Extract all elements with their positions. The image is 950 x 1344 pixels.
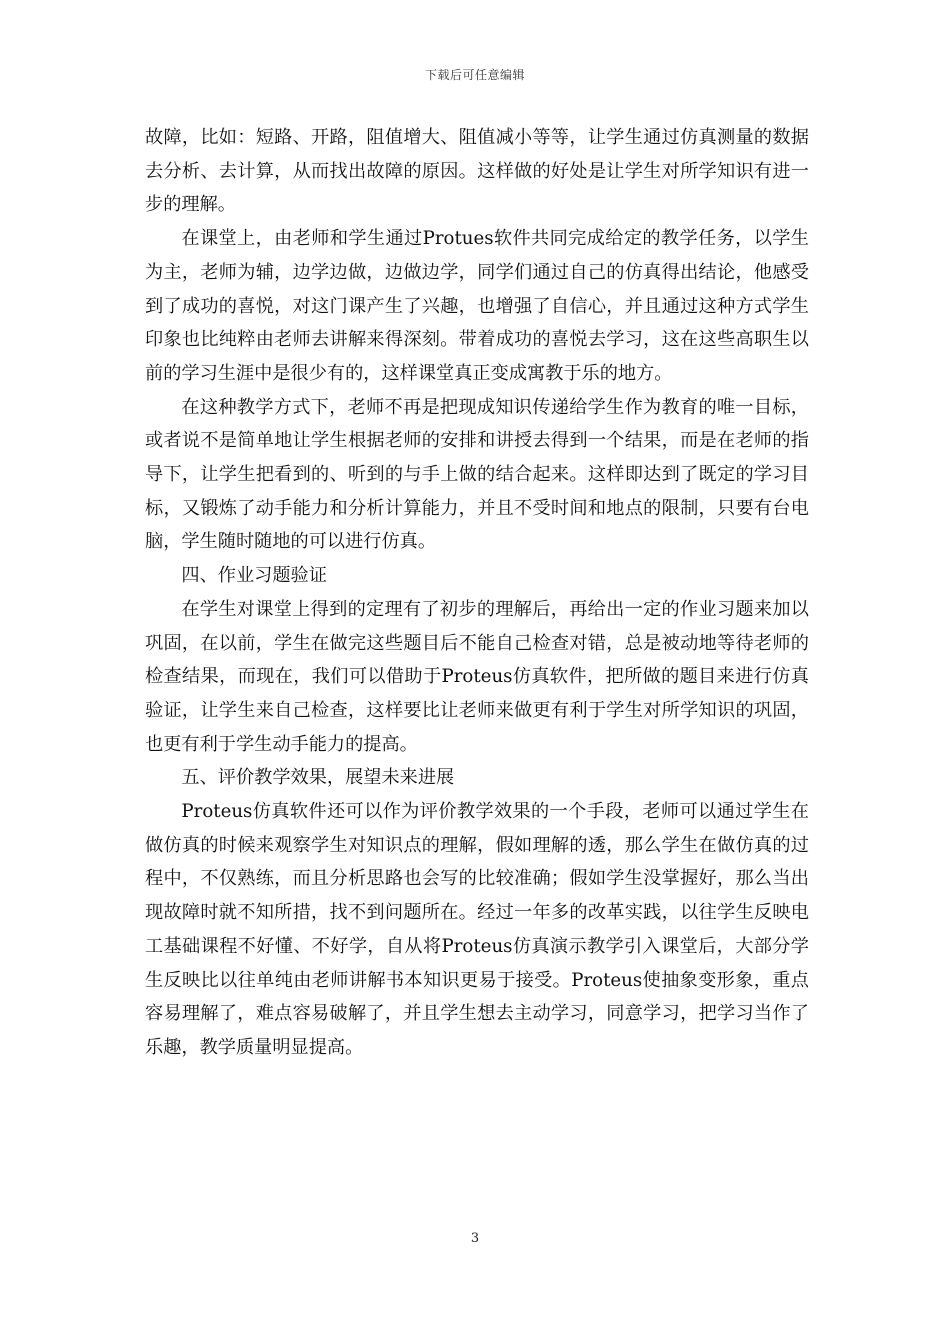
section-heading: 五、评价教学效果，展望未来进展	[181, 767, 455, 789]
paragraph: Proteus仿真软件还可以作为评价教学效果的一个手段，老师可以通过学生在做仿真的时候来观察学生对知识点的理解，假如理解的透，那么学生在做仿真的过程中，不仅熟练，而且分析思路也会写的比较准确；假如学生没掌握好，那么当出现故障时就不知所措，找不到问题所在。经过一年多的改革实践，以往学生反映电工基础课程不好懂、不好学，自从将Proteus仿真演示教学引入课堂后，大部分学生反映比以往单纯由老师讲解书本知识更易于接受。Proteus使抽象变形象，重点容易理解了，难点容易破解了，并且学生想去主动学习，同意学习，把学习当作了乐趣，教学质量明显提高。	[145, 801, 809, 1058]
paragraph: 在学生对课堂上得到的定理有了初步的理解后，再给出一定的作业习题来加以巩固，在以前，学生在做完这些题目后不能自己检查对错，总是被动地等待老师的检查结果，而现在，我们可以借助于Proteus仿真软件，把所做的题目来进行仿真验证，让学生来自己检查，这样要比让老师来做更有利于学生对所学知识的巩固，也更有利于学生动手能力的提高。	[145, 598, 809, 755]
body-text	[145, 121, 809, 1065]
page-header: 下载后可任意编辑	[424, 68, 525, 82]
paragraph: 在课堂上，由老师和学生通过Protues软件共同完成给定的教学任务，以学生为主，老师为辅，边学边做，边做边学，同学们通过自己的仿真得出结论，他感受到了成功的喜悦，对这门课产生了兴趣，也增强了自信心，并且通过这种方式学生印象也比纯粹由老师去讲解来得深刻。带着成功的喜悦去学习，这在这些高职生以前的学习生涯中是很少有的，这样课堂真正变成寓教于乐的地方。	[145, 228, 809, 384]
section-heading: 四、作业习题验证	[181, 565, 327, 587]
page-number: 3	[470, 1231, 480, 1246]
paragraph-continuation: 故障，比如：短路、开路，阻值增大、阻值减小等等，让学生通过仿真测量的数据去分析、去计算，从而找出故障的原因。这样做的好处是让学生对所学知识有进一步的理解。	[145, 127, 809, 216]
paragraph: 在这种教学方式下，老师不再是把现成知识传递给学生作为教育的唯一目标，或者说不是简单地让学生根据老师的安排和讲授去得到一个结果，而是在老师的指导下，让学生把看到的、听到的与手上做的结合起来。这样即达到了既定的学习目标，又锻炼了动手能力和分析计算能力，并且不受时间和地点的限制，只要有台电脑，学生随时随地的可以进行仿真。	[145, 396, 809, 553]
